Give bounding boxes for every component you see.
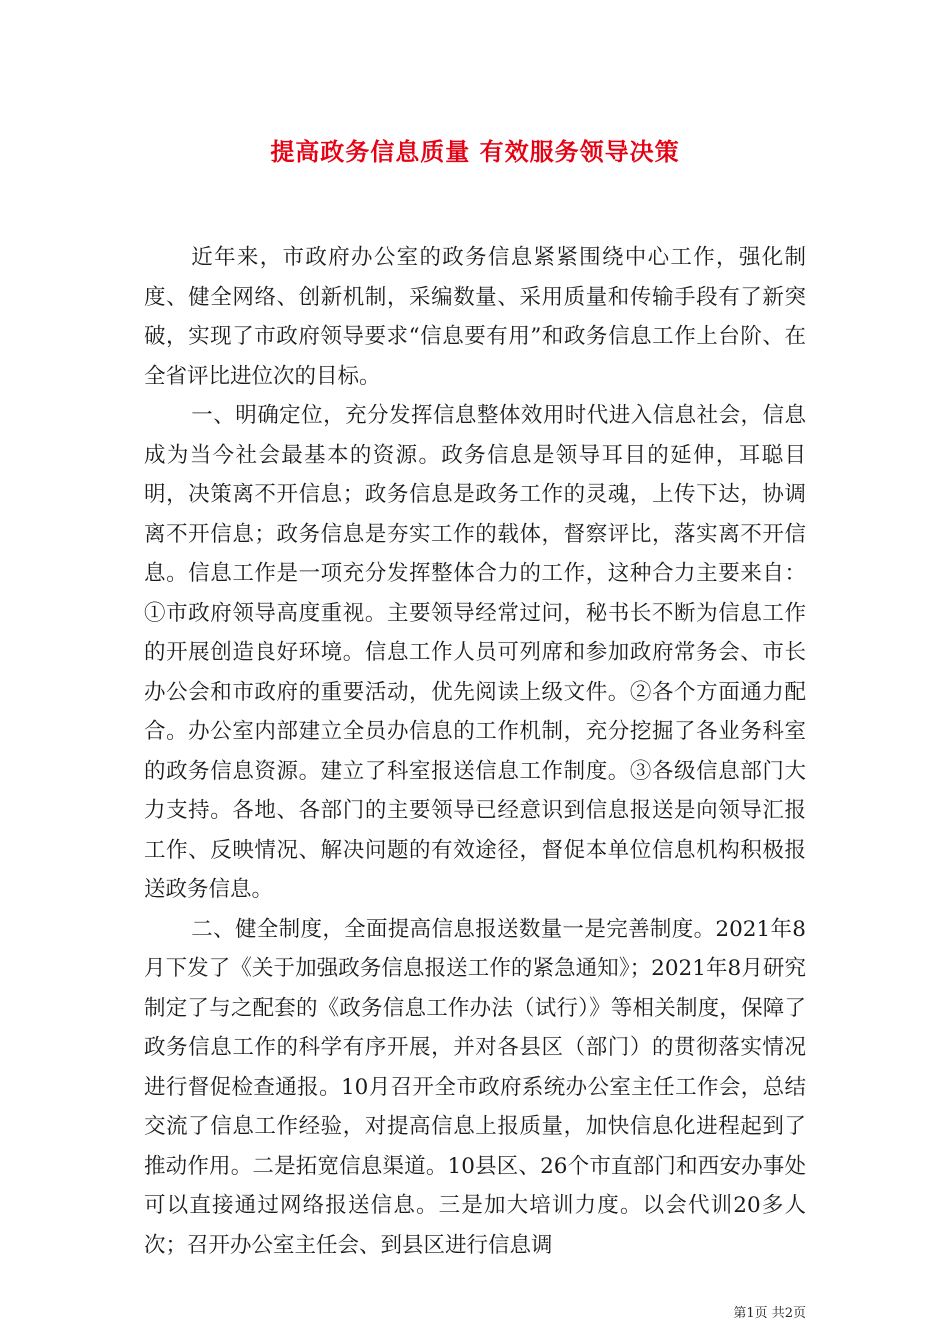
document-title: 提高政务信息质量 有效服务领导决策 [270,137,680,166]
paragraph-section-1: 一、明确定位，充分发挥信息整体效用时代进入信息社会，信息成为当今社会最基本的资源。政务信息是领导耳目的延伸，耳聪目明，决策离不开信息；政务信息是政务工作的灵魂，上传下达，协调离不开信息；政务信息是夯实工作的载体，督察评比，落实离不开信息。信息工作是一项充分发挥整体合力的工作，这种合力主要来自：①市政府领导高度重视。主要领导经常过问，秘书长不断为信息工作的开展创造良好环境。信息工作人员可列席和参加政府常务会、市长办公会和市政府的重要活动，优先阅读上级文件。②各个方面通力配合。办公室内部建立全员办信息的工作机制，充分挖掘了各业务科室的政务信息资源。建立了科室报送信息工作制度。③各级信息部门大力支持。各地、各部门的主要领导已经意识到信息报送是向领导汇报工作、反映情况、解决问题的有效途径，督促本单位信息机构积极报送政务信息。 [144,403,806,902]
paragraph-intro: 近年来，市政府办公室的政务信息紧紧围绕中心工作，强化制度、健全网络、创新机制，采编数量、采用质量和传输手段有了新突破，实现了市政府领导要求“信息要有用”和政务信息工作上台阶、在全省评比进位次的目标。 [144,245,806,389]
paragraph-section-2: 二、健全制度，全面提高信息报送数量一是完善制度。2021年8月下发了《关于加强政务信息报送工作的紧急通知》；2021年8月研究制定了与之配套的《政务信息工作办法（试行）》等相关制度，保障了政务信息工作的科学有序开展，并对各县区（部门）的贯彻落实情况进行督促检查通报。10月召开全市政府系统办公室主任工作会，总结交流了信息工作经验，对提高信息上报质量，加快信息化进程起到了推动作用。二是拓宽信息渠道。10县区、26个市直部门和西安办事处可以直接通过网络报送信息。三是加大培训力度。以会代训20多人次；召开办公室主任会、到县区进行信息调 [144,916,806,1258]
document-body [144,238,806,1265]
page-number: 第1页 共2页 [733,1306,806,1321]
